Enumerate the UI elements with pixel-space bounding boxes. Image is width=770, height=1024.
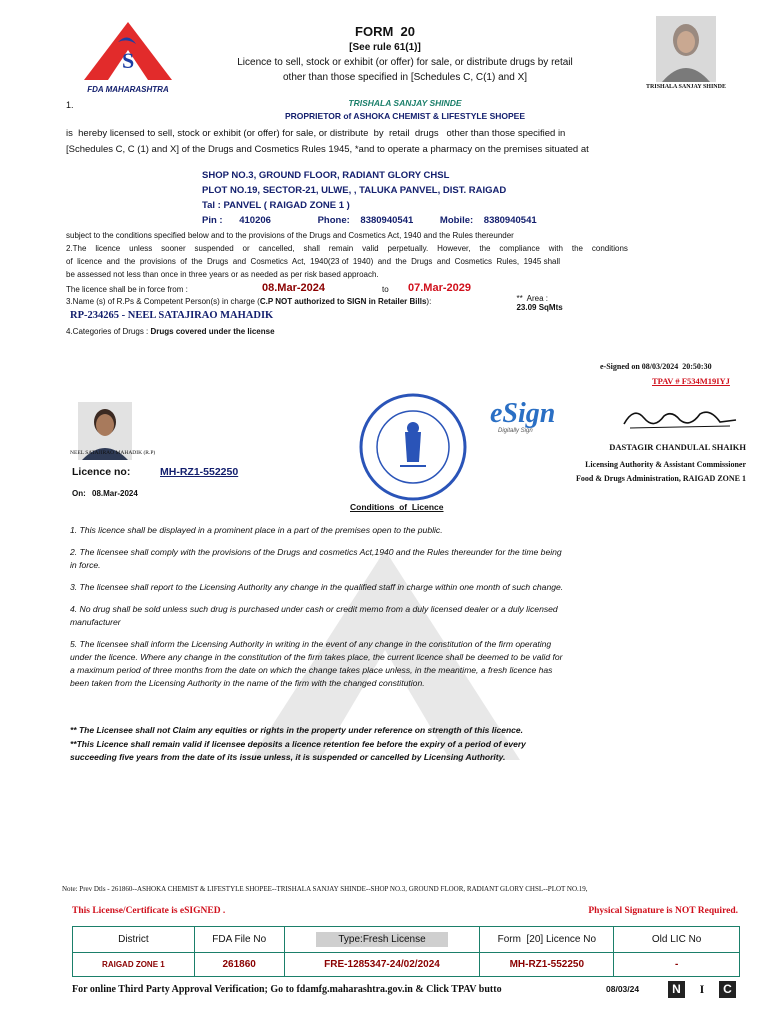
licence-on-label: On: <box>72 489 86 498</box>
handwritten-signature-icon <box>620 400 740 434</box>
table-cell: MH-RZ1-552250 <box>480 953 614 977</box>
condition-4: 4. No drug shall be sold unless such drug is purchased under cash or credit memo from a duly licensed dealer or a duly licensed manufacturer <box>70 604 558 627</box>
table-header-cell: Old LIC No <box>614 927 740 953</box>
condition-note-3: succeeding five years from the date of its issue unless, it is suspended or cancelled by Licensing Authority. <box>70 752 506 762</box>
area-value: 23.09 SqMts <box>516 303 563 312</box>
conditions-title: Conditions of Licence <box>350 502 444 512</box>
address-line-2: PLOT NO.19, SECTOR-21, ULWE, , TALUKA PANVEL, DIST. RAIGAD <box>202 185 507 196</box>
svg-text:S: S <box>122 48 135 73</box>
para2-line-2: of licence and the provisions of the Drugs and Cosmetics Act, 1940(23 of 1940) and the Drugs and Cosmetics Rules, 1945 shall <box>66 257 561 266</box>
esign-tagline: Digitally Sign <box>498 428 533 434</box>
condition-note-1: ** The Licensee shall not Claim any equities or rights in the property under reference on strength of this licence. <box>70 725 523 735</box>
pin-label: Pin : <box>202 215 223 226</box>
table-header-cell: FDA File No <box>194 927 284 953</box>
table-header-cell <box>284 927 480 953</box>
esigned-on-label: e-Signed on <box>600 362 640 371</box>
prev-details: Note: Prev Dtls - 261860--ASHOKA CHEMIST & LIFESTYLE SHOPEE--TRISHALA SANJAY SHINDE--SHOP NO.3, GROUND FLOOR, RADIANT GLORY CHSL--PLOT NO.19, <box>62 885 588 893</box>
para2-line-1: 2.The licence unless sooner suspended or cancelled, shall remain valid perpetually. However, the compliance with the conditions <box>66 244 628 253</box>
licensee-name: TRISHALA SANJAY SHINDE <box>348 98 462 108</box>
tpav-verify-note: For online Third Party Approval Verification; Go to fdamfg.maharashtra.gov.in & Click TPAV butto <box>72 984 502 995</box>
to-label: to <box>382 285 389 294</box>
licensed-text-2: [Schedules C, C (1) and X] of the Drugs and Cosmetics Rules 1945, *and to operate a pharmacy on the premises situated at <box>66 144 589 155</box>
fda-seal-icon <box>358 392 468 502</box>
force-label: The licence shall be in force from : <box>66 285 188 294</box>
condition-3: 3. The licensee shall report to the Licensing Authority any change in the qualified staff in charge within one month of such change. <box>70 582 564 592</box>
condition-5: 5. The licensee shall inform the Licensing Authority in writing in the event of any change in the constitution of the firm operating under the licence. Where any change in the constitution of the firm takes place, the current licence shall be deemed to be valid for a maximum period of three months from the date on which the change takes place unless, in the meantime, a fresh licence has been taken from the Licensing Authority in the name of the firm with the changed constitution. <box>70 639 563 688</box>
phone-label: Phone: <box>317 215 350 226</box>
table-header-cell: District <box>73 927 195 953</box>
condition-1: 1. This licence shall be displayed in a prominent place in a part of the premises open to the public. <box>70 525 443 535</box>
form-rule: [See rule 61(1)] <box>349 42 421 53</box>
table-row <box>73 953 740 977</box>
footer-date: 08/03/24 <box>606 984 640 994</box>
logo-caption: FDA MAHARASHTRA <box>87 85 169 94</box>
from-date: 08.Mar-2024 <box>262 282 325 294</box>
area <box>512 285 563 312</box>
condition-note-2: **This Licence shall remain valid if licensee deposits a licence retention fee before the expiry of a period of every <box>70 739 526 749</box>
to-date: 07.Mar-2029 <box>408 282 471 294</box>
licensee-proprietor: PROPRIETOR of ASHOKA CHEMIST & LIFESTYLE SHOPEE <box>284 111 526 121</box>
licensee-photo <box>656 16 716 82</box>
nic-letter-n: N <box>668 981 685 998</box>
phone-value: 8380940541 <box>360 215 414 226</box>
person-photo-icon <box>656 16 716 82</box>
conditions-list <box>70 524 566 699</box>
rp-photo-caption: NEEL SATAJIRAO MAHADIK (R.P) <box>70 450 156 456</box>
table-cell: - <box>614 953 740 977</box>
licence-no-label: Licence no: <box>72 466 131 478</box>
form-subtitle-2: other than those specified in [Schedules C, C(1) and X] <box>282 72 528 83</box>
signatory-designation: Licensing Authority & Assistant Commissioner <box>585 460 746 469</box>
mobile-value: 8380940541 <box>483 215 537 226</box>
licence-no-value: MH-RZ1-552250 <box>160 466 239 478</box>
rp-name: RP-234265 - NEEL SATAJIRAO MAHADIK <box>70 310 274 321</box>
para4-label: 4.Categories of Drugs : <box>66 327 149 336</box>
signatory-office: Food & Drugs Administration, RAIGAD ZONE 1 <box>575 474 746 483</box>
licensee-number: 1. <box>66 100 74 110</box>
licensee-photo-caption: TRISHALA SANJAY SHINDE <box>646 84 726 90</box>
licence-info-table <box>72 926 740 977</box>
form-title: FORM 20 <box>355 24 415 39</box>
area-label: ** Area : <box>516 294 549 303</box>
pin-value: 410206 <box>239 215 271 226</box>
mobile-label: Mobile: <box>439 215 474 226</box>
nic-letter-i: I <box>699 982 705 996</box>
form-subtitle-1: Licence to sell, stock or exhibit (or offer) for sale, or distribute drugs by retail <box>237 57 573 68</box>
para3 <box>66 297 431 306</box>
para3-bold: C.P NOT authorized to SIGN in Retailer Bills <box>259 297 427 306</box>
tpav-id: TPAV # F534M19IYJ <box>652 376 730 386</box>
para3-prefix: 3.Name (s) of R.Ps & Competent Person(s) in charge ( <box>66 297 260 306</box>
address-line-3: Tal : PANVEL ( RAIGAD ZONE 1 ) <box>202 200 350 211</box>
nic-letter-c: C <box>719 981 736 998</box>
para2-line-3: be assessed not less than once in three years or as needed as per risk based approach. <box>66 270 379 279</box>
para4 <box>66 327 275 336</box>
table-header-cell: Form [20] Licence No <box>480 927 614 953</box>
esigned-on-value: 08/03/2024 20:50:30 <box>641 362 712 371</box>
licensed-text-1: is hereby licensed to sell, stock or exhibit (or offer) for sale, or distribute by retail drugs other than those specified in <box>66 128 566 139</box>
table-cell: 261860 <box>194 953 284 977</box>
address-line-1: SHOP NO.3, GROUND FLOOR, RADIANT GLORY CHSL <box>202 170 450 181</box>
nic-logo <box>668 980 736 998</box>
licence-on-value: 08.Mar-2024 <box>92 489 138 498</box>
signatory-name: DASTAGIR CHANDULAL SHAIKH <box>609 442 746 452</box>
table-header-row <box>73 927 740 953</box>
contact-line <box>202 215 537 226</box>
esign-logo <box>490 400 580 434</box>
table-cell: FRE-1285347-24/02/2024 <box>284 953 480 977</box>
para4-value: Drugs covered under the license <box>150 327 275 336</box>
type-label: Type:Fresh License <box>316 932 447 947</box>
esigned-note: This License/Certificate is eSIGNED . <box>72 906 226 916</box>
esign-logo-text: eSign <box>490 398 556 429</box>
physical-signature-note: Physical Signature is NOT Required. <box>588 906 738 916</box>
subject-line: subject to the conditions specified below and to the provisions of the Drugs and Cosmetics Act, 1940 and the Rules thereunder <box>66 231 514 240</box>
table-cell: RAIGAD ZONE 1 <box>73 953 195 977</box>
esigned-on <box>600 362 712 371</box>
para3-suffix: ): <box>426 297 432 306</box>
condition-2: 2. The licensee shall comply with the provisions of the Drugs and cosmetics Act,1940 and the Rules thereunder for the time being in force. <box>70 547 562 570</box>
